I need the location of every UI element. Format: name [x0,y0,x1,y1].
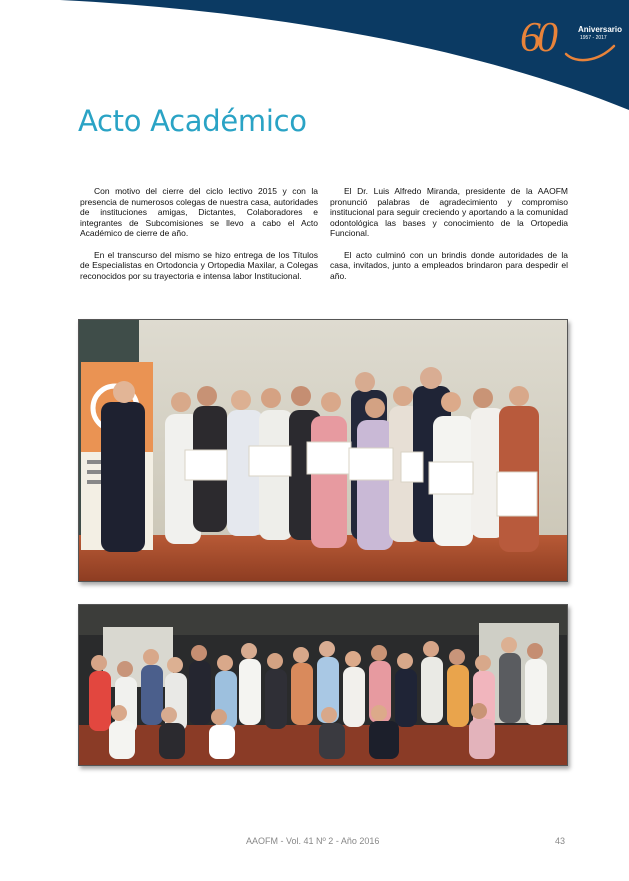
group-photo-celebration [78,604,568,766]
right-paragraph-1: El Dr. Luis Alfredo Miranda, presidente de la AAOFM pronunció palabras de agradecimiento y compromiso institucional para seguir creciendo y aportando a la comunidad odontológica las bases y conocimiento de la Ortopedia Funcional. [330,186,568,239]
group-photo-diplomas [78,319,568,582]
logo-number: 60 [520,15,554,61]
right-paragraph-2: El acto culminó con un brindis donde autoridades de la casa, invitados, junto a empleados brindaron para despedir el año. [330,249,568,281]
logo-word: Aniversario [578,25,623,34]
page-title: Acto Académico [78,104,307,138]
anniversary-logo [520,15,623,66]
right-column [330,186,568,292]
group-photo-celebration-icon [79,605,567,765]
left-paragraph-2: En el transcurso del mismo se hizo entrega de los Títulos de Especialistas en Ortodoncia y Ortopedia Maxilar, a Colegas reconocidos por su trayectoria e intensa labor Institucional. [80,249,318,281]
page-number: 43 [555,836,566,846]
left-paragraph-1: Con motivo del cierre del ciclo lectivo 2015 y con la presencia de numerosos colegas de nuestra casa, autoridades de instituciones amigas, Dictantes, Colaboradores e integrantes de Subcomisiones se llevo a cabo el Acto Académico de cierre de año. [80,186,318,239]
logo-swirl-icon [564,44,616,62]
logo-years: 1957 - 2017 [580,35,607,41]
footer-journal-info: AAOFM - Vol. 41 Nº 2 - Año 2016 [246,836,380,846]
group-photo-diplomas-icon [79,320,567,581]
left-column [80,186,318,292]
